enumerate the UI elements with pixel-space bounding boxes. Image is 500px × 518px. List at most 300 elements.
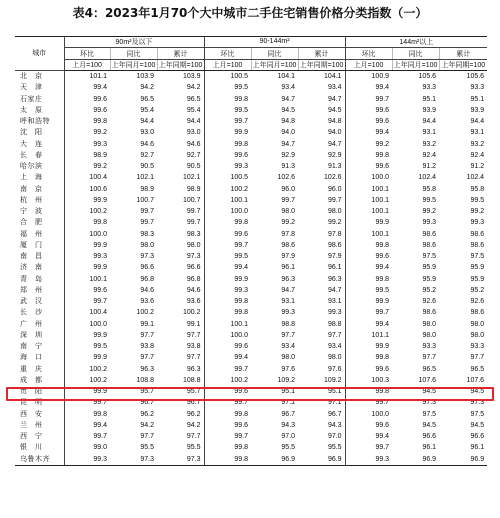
value-cell: 95.1 <box>422 95 437 103</box>
value-cell: 99.9 <box>204 274 251 285</box>
value-cell: 99.5 <box>422 196 437 204</box>
value-cell: 98.6 <box>327 241 342 249</box>
value-cell: 99.8 <box>64 409 110 420</box>
value-cell: 95.1 <box>327 388 342 396</box>
value-cell: 93.3 <box>422 343 437 351</box>
value-cell: 96.6 <box>470 433 485 441</box>
value-cell: 100.0 <box>64 229 110 240</box>
table-row <box>15 240 487 251</box>
group-header-large: 144m²以上 <box>345 36 487 48</box>
value-cell: 96.3 <box>281 275 296 283</box>
value-cell: 98.0 <box>422 331 437 339</box>
value-cell: 100.0 <box>204 330 251 341</box>
value-cell: 99.3 <box>204 285 251 296</box>
value-cell: 99.7 <box>186 208 201 216</box>
value-cell: 96.9 <box>392 454 439 466</box>
city-cell: 大 连 <box>15 139 64 150</box>
value-cell: 97.7 <box>422 354 437 362</box>
value-cell: 100.1 <box>345 206 392 217</box>
value-cell: 96.0 <box>281 185 296 193</box>
value-cell: 99.8 <box>204 296 251 307</box>
value-cell: 99.9 <box>64 262 110 273</box>
value-cell: 99.9 <box>64 195 110 206</box>
value-cell: 100.1 <box>204 319 251 330</box>
base-header-prev-year-month: 上年同月=100 <box>251 60 298 71</box>
value-cell: 100.0 <box>64 319 110 330</box>
value-cell: 99.8 <box>204 409 251 420</box>
city-cell: 合 肥 <box>15 217 64 228</box>
value-cell: 94.4 <box>470 118 485 126</box>
value-cell: 96.1 <box>422 444 437 452</box>
value-cell: 97.0 <box>327 433 342 441</box>
value-cell: 93.6 <box>186 298 201 306</box>
value-cell: 99.5 <box>64 341 110 352</box>
table-row <box>15 127 487 138</box>
value-cell: 98.9 <box>140 185 154 193</box>
value-cell: 97.3 <box>157 454 204 466</box>
city-cell: 银 川 <box>15 442 64 453</box>
value-cell: 98.8 <box>281 320 296 328</box>
value-cell: 98.9 <box>64 150 110 161</box>
value-cell: 95.9 <box>422 275 437 283</box>
table-row <box>15 352 487 363</box>
base-header-prev-year-month: 上年同月=100 <box>392 60 439 71</box>
value-cell: 100.2 <box>136 309 154 317</box>
value-cell: 99.8 <box>64 217 110 228</box>
value-cell: 99.4 <box>345 431 392 442</box>
value-cell: 99.7 <box>64 397 110 408</box>
value-cell: 109.2 <box>324 376 342 384</box>
value-cell: 99.3 <box>470 219 485 227</box>
value-cell: 95.7 <box>140 388 154 396</box>
value-cell: 108.8 <box>136 376 154 384</box>
value-cell: 96.7 <box>140 399 154 407</box>
value-cell: 99.7 <box>140 219 154 227</box>
value-cell: 92.7 <box>186 151 201 159</box>
value-cell: 94.5 <box>281 106 296 114</box>
city-cell: 杭 州 <box>15 195 64 206</box>
value-cell: 99.6 <box>345 364 392 375</box>
value-cell: 92.6 <box>470 298 485 306</box>
value-cell: 99.3 <box>64 251 110 262</box>
value-cell: 99.2 <box>470 208 485 216</box>
value-cell: 98.3 <box>186 230 201 238</box>
value-cell: 94.0 <box>327 129 342 137</box>
value-cell: 94.6 <box>186 286 201 294</box>
value-cell: 97.5 <box>422 410 437 418</box>
value-cell: 94.2 <box>186 84 201 92</box>
value-cell: 97.8 <box>327 230 342 238</box>
value-cell: 97.3 <box>110 454 157 466</box>
value-cell: 95.8 <box>422 185 437 193</box>
value-cell: 97.1 <box>281 399 296 407</box>
value-cell: 96.9 <box>251 454 298 466</box>
value-cell: 93.0 <box>186 129 201 137</box>
city-cell: 兰 州 <box>15 420 64 431</box>
value-cell: 94.6 <box>186 140 201 148</box>
value-cell: 102.6 <box>277 174 296 182</box>
value-cell: 99.2 <box>422 208 437 216</box>
table-row <box>15 229 487 240</box>
value-cell: 100.3 <box>345 375 392 386</box>
value-cell: 100.2 <box>204 375 251 386</box>
value-cell: 94.4 <box>186 118 201 126</box>
value-cell: 97.3 <box>422 399 437 407</box>
table-row <box>15 116 487 127</box>
value-cell: 100.4 <box>64 172 110 183</box>
value-cell: 107.6 <box>466 376 485 384</box>
table-row <box>15 285 487 296</box>
value-cell: 99.8 <box>204 454 251 466</box>
base-header-prev-month: 上月=100 <box>204 60 251 71</box>
value-cell: 99.7 <box>204 431 251 442</box>
value-cell: 99.6 <box>345 251 392 262</box>
value-cell: 99.2 <box>327 219 342 227</box>
value-cell: 99.7 <box>345 442 392 453</box>
value-cell: 98.6 <box>422 241 437 249</box>
metric-header-yoy: 同比 <box>251 48 298 60</box>
value-cell: 94.7 <box>327 286 342 294</box>
value-cell: 100.5 <box>204 172 251 183</box>
metric-header-mom: 环比 <box>345 48 392 60</box>
value-cell: 99.1 <box>186 320 201 328</box>
value-cell: 94.7 <box>327 95 342 103</box>
value-cell: 93.4 <box>327 84 342 92</box>
value-cell: 104.1 <box>324 73 342 81</box>
table-row <box>15 274 487 285</box>
metric-header-yoy: 同比 <box>392 48 439 60</box>
value-cell: 92.7 <box>140 151 154 159</box>
value-cell: 98.0 <box>327 208 342 216</box>
base-header-prev-month: 上月=100 <box>64 60 110 71</box>
value-cell: 95.1 <box>281 388 296 396</box>
value-cell: 99.0 <box>64 442 110 453</box>
table-row <box>15 71 487 83</box>
city-cell: 广 州 <box>15 319 64 330</box>
table-row <box>15 139 487 150</box>
value-cell: 98.0 <box>327 354 342 362</box>
value-cell: 94.2 <box>140 421 154 429</box>
table-row <box>15 307 487 318</box>
value-cell: 99.3 <box>204 161 251 172</box>
value-cell: 97.5 <box>470 410 485 418</box>
city-cell: 青 岛 <box>15 274 64 285</box>
base-header-prev-year-period: 上年同期=100 <box>157 60 204 71</box>
city-cell: 长 春 <box>15 150 64 161</box>
value-cell: 99.3 <box>422 219 437 227</box>
value-cell: 92.6 <box>422 298 437 306</box>
table-row <box>15 262 487 273</box>
value-cell: 108.8 <box>183 376 201 384</box>
value-cell: 99.9 <box>345 296 392 307</box>
value-cell: 99.6 <box>345 420 392 431</box>
value-cell: 96.1 <box>281 264 296 272</box>
value-cell: 93.8 <box>140 343 154 351</box>
city-cell: 厦 门 <box>15 240 64 251</box>
value-cell: 95.4 <box>140 106 154 114</box>
value-cell: 94.2 <box>140 84 154 92</box>
city-cell: 重 庆 <box>15 364 64 375</box>
metric-header-cumulative: 累计 <box>157 48 204 60</box>
value-cell: 97.6 <box>327 365 342 373</box>
value-cell: 94.7 <box>281 95 296 103</box>
city-cell: 上 海 <box>15 172 64 183</box>
value-cell: 103.9 <box>183 73 201 81</box>
value-cell: 104.1 <box>277 73 296 81</box>
value-cell: 103.9 <box>136 73 154 81</box>
value-cell: 91.3 <box>281 163 296 171</box>
value-cell: 99.8 <box>204 139 251 150</box>
value-cell: 99.8 <box>64 116 110 127</box>
value-cell: 93.1 <box>281 298 296 306</box>
table-row <box>15 397 487 408</box>
value-cell: 99.7 <box>204 240 251 251</box>
city-cell: 沈 阳 <box>15 127 64 138</box>
value-cell: 99.8 <box>204 442 251 453</box>
value-cell: 96.7 <box>327 410 342 418</box>
table-row <box>15 409 487 420</box>
value-cell: 97.7 <box>140 331 154 339</box>
table-row <box>15 150 487 161</box>
value-cell: 96.1 <box>470 444 485 452</box>
value-cell: 95.9 <box>422 264 437 272</box>
value-cell: 99.6 <box>345 116 392 127</box>
city-cell: 石家庄 <box>15 94 64 105</box>
value-cell: 93.2 <box>422 140 437 148</box>
metric-header-cumulative: 累计 <box>298 48 345 60</box>
value-cell: 100.9 <box>345 71 392 83</box>
table-row <box>15 94 487 105</box>
value-cell: 95.1 <box>470 95 485 103</box>
value-cell: 94.4 <box>422 118 437 126</box>
value-cell: 96.5 <box>470 365 485 373</box>
value-cell: 95.7 <box>186 388 201 396</box>
value-cell: 98.3 <box>140 230 154 238</box>
value-cell: 100.4 <box>64 307 110 318</box>
value-cell: 98.6 <box>422 230 437 238</box>
value-cell: 98.6 <box>470 309 485 317</box>
metric-header-mom: 环比 <box>204 48 251 60</box>
value-cell: 99.9 <box>64 330 110 341</box>
value-cell: 95.5 <box>327 444 342 452</box>
table-row <box>15 82 487 93</box>
value-cell: 99.6 <box>204 420 251 431</box>
value-cell: 90.5 <box>140 163 154 171</box>
value-cell: 99.4 <box>345 127 392 138</box>
value-cell: 96.2 <box>186 410 201 418</box>
value-cell: 95.2 <box>470 286 485 294</box>
value-cell: 91.3 <box>327 163 342 171</box>
value-cell: 93.4 <box>327 343 342 351</box>
value-cell: 97.3 <box>140 253 154 261</box>
value-cell: 96.1 <box>327 264 342 272</box>
city-cell: 成 都 <box>15 375 64 386</box>
city-cell: 昆 明 <box>15 397 64 408</box>
value-cell: 93.4 <box>281 343 296 351</box>
value-cell: 93.3 <box>422 84 437 92</box>
value-cell: 100.2 <box>64 375 110 386</box>
value-cell: 96.6 <box>140 264 154 272</box>
city-cell: 郑 州 <box>15 285 64 296</box>
value-cell: 94.6 <box>140 286 154 294</box>
value-cell: 99.9 <box>64 240 110 251</box>
value-cell: 94.5 <box>327 106 342 114</box>
value-cell: 99.2 <box>281 219 296 227</box>
value-cell: 98.0 <box>140 241 154 249</box>
value-cell: 99.8 <box>345 386 392 397</box>
value-cell: 99.7 <box>204 397 251 408</box>
value-cell: 92.4 <box>470 151 485 159</box>
value-cell: 101.1 <box>345 330 392 341</box>
value-cell: 97.5 <box>470 253 485 261</box>
value-cell: 97.7 <box>470 354 485 362</box>
value-cell: 95.5 <box>140 444 154 452</box>
city-cell: 济 南 <box>15 262 64 273</box>
value-cell: 97.7 <box>186 433 201 441</box>
value-cell: 95.2 <box>422 286 437 294</box>
value-cell: 94.5 <box>422 421 437 429</box>
value-cell: 101.1 <box>64 71 110 83</box>
value-cell: 98.6 <box>281 241 296 249</box>
value-cell: 98.6 <box>470 230 485 238</box>
value-cell: 99.2 <box>345 139 392 150</box>
value-cell: 96.6 <box>186 264 201 272</box>
value-cell: 99.7 <box>345 307 392 318</box>
value-cell: 99.8 <box>204 94 251 105</box>
value-cell: 99.5 <box>204 105 251 116</box>
base-header-prev-year-month: 上年同月=100 <box>110 60 157 71</box>
base-header-prev-year-period: 上年同期=100 <box>439 60 487 71</box>
value-cell: 94.7 <box>327 140 342 148</box>
value-cell: 97.7 <box>327 331 342 339</box>
city-cell: 天 津 <box>15 82 64 93</box>
value-cell: 100.0 <box>204 206 251 217</box>
value-cell: 93.8 <box>186 343 201 351</box>
value-cell: 100.0 <box>345 409 392 420</box>
value-cell: 91.2 <box>422 163 437 171</box>
city-cell: 福 州 <box>15 229 64 240</box>
city-cell: 西 安 <box>15 409 64 420</box>
value-cell: 99.8 <box>345 150 392 161</box>
value-cell: 99.3 <box>64 454 110 466</box>
value-cell: 100.1 <box>345 195 392 206</box>
value-cell: 99.1 <box>140 320 154 328</box>
value-cell: 99.9 <box>64 352 110 363</box>
table-row <box>15 330 487 341</box>
value-cell: 96.7 <box>281 410 296 418</box>
group-header-small: 90m²及以下 <box>64 36 204 48</box>
value-cell: 96.5 <box>186 95 201 103</box>
header-row-metrics <box>15 48 487 60</box>
value-cell: 99.5 <box>204 251 251 262</box>
value-cell: 99.7 <box>345 94 392 105</box>
value-cell: 97.7 <box>140 354 154 362</box>
table-row <box>15 105 487 116</box>
value-cell: 94.7 <box>281 140 296 148</box>
value-cell: 99.7 <box>204 116 251 127</box>
table-row <box>15 319 487 330</box>
value-cell: 100.2 <box>64 364 110 375</box>
value-cell: 93.3 <box>470 84 485 92</box>
value-cell: 100.5 <box>204 71 251 83</box>
value-cell: 97.8 <box>281 230 296 238</box>
value-cell: 97.7 <box>186 354 201 362</box>
city-cell: 宁 波 <box>15 206 64 217</box>
value-cell: 96.8 <box>186 275 201 283</box>
value-cell: 99.2 <box>64 161 110 172</box>
value-cell: 96.3 <box>140 365 154 373</box>
value-cell: 99.4 <box>64 420 110 431</box>
value-cell: 94.2 <box>186 421 201 429</box>
value-cell: 100.1 <box>204 195 251 206</box>
value-cell: 97.3 <box>470 399 485 407</box>
city-cell: 哈尔滨 <box>15 161 64 172</box>
value-cell: 94.5 <box>422 388 437 396</box>
table-row <box>15 195 487 206</box>
value-cell: 100.0 <box>345 172 392 183</box>
value-cell: 99.6 <box>64 285 110 296</box>
value-cell: 99.8 <box>204 217 251 228</box>
city-cell: 南 宁 <box>15 341 64 352</box>
value-cell: 100.1 <box>64 274 110 285</box>
value-cell: 99.6 <box>64 105 110 116</box>
value-cell: 99.5 <box>204 82 251 93</box>
value-cell: 95.4 <box>186 106 201 114</box>
city-column-header: 城市 <box>15 36 64 71</box>
value-cell: 99.7 <box>281 196 296 204</box>
value-cell: 98.0 <box>186 241 201 249</box>
value-cell: 90.5 <box>186 163 201 171</box>
value-cell: 97.7 <box>140 433 154 441</box>
value-cell: 99.7 <box>140 208 154 216</box>
value-cell: 99.3 <box>327 309 342 317</box>
value-cell: 107.6 <box>418 376 437 384</box>
value-cell: 98.0 <box>470 320 485 328</box>
value-cell: 99.4 <box>345 319 392 330</box>
value-cell: 95.5 <box>186 444 201 452</box>
value-cell: 98.0 <box>281 208 296 216</box>
value-cell: 98.0 <box>281 354 296 362</box>
value-cell: 96.9 <box>439 454 487 466</box>
value-cell: 96.6 <box>422 433 437 441</box>
table-row <box>15 386 487 397</box>
value-cell: 99.9 <box>345 217 392 228</box>
value-cell: 94.8 <box>327 118 342 126</box>
value-cell: 93.6 <box>140 298 154 306</box>
value-cell: 100.2 <box>64 206 110 217</box>
value-cell: 92.9 <box>281 151 296 159</box>
value-cell: 94.7 <box>281 286 296 294</box>
metric-header-cumulative: 累计 <box>439 48 487 60</box>
value-cell: 99.3 <box>345 454 392 466</box>
value-cell: 99.7 <box>327 196 342 204</box>
value-cell: 97.1 <box>327 399 342 407</box>
value-cell: 94.4 <box>140 118 154 126</box>
value-cell: 91.2 <box>470 163 485 171</box>
city-cell: 海 口 <box>15 352 64 363</box>
value-cell: 93.1 <box>470 129 485 137</box>
value-cell: 100.1 <box>345 229 392 240</box>
city-cell: 长 沙 <box>15 307 64 318</box>
value-cell: 97.9 <box>327 253 342 261</box>
value-cell: 102.1 <box>136 174 154 182</box>
value-cell: 93.2 <box>470 140 485 148</box>
city-cell: 呼和浩特 <box>15 116 64 127</box>
value-cell: 92.9 <box>327 151 342 159</box>
value-cell: 97.9 <box>281 253 296 261</box>
value-cell: 99.4 <box>204 352 251 363</box>
table-row <box>15 364 487 375</box>
